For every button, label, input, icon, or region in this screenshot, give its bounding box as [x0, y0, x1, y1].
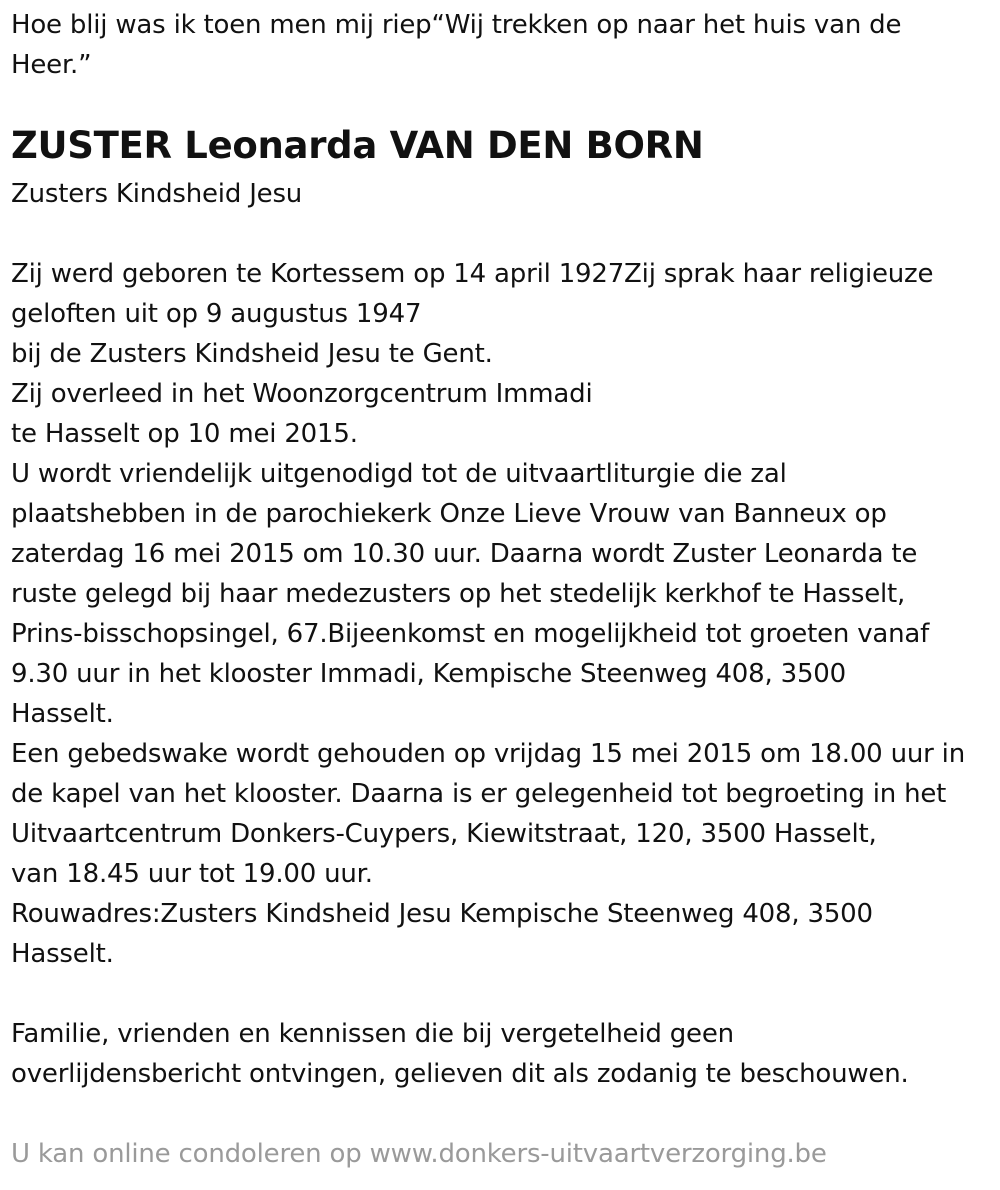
announcement-line-11: 9.30 uur in het klooster Immadi, Kempische Steenweg 408, 3500	[11, 659, 846, 689]
announcement-line-8: zaterdag 16 mei 2015 om 10.30 uur. Daarna wordt Zuster Leonarda te	[11, 539, 918, 569]
announcement-text	[11, 254, 965, 974]
opening-quote	[11, 5, 901, 85]
announcement-line-3: bij de Zusters Kindsheid Jesu te Gent.	[11, 339, 493, 369]
announcement-line-17: Rouwadres:Zusters Kindsheid Jesu Kempische Steenweg 408, 3500	[11, 899, 873, 929]
announcement-line-10: Prins-bisschopsingel, 67.Bijeenkomst en mogelijkheid tot groeten vanaf	[11, 619, 930, 649]
closing-line-1: Familie, vrienden en kennissen die bij vergetelheid geen	[11, 1019, 734, 1049]
announcement-line-9: ruste gelegd bij haar medezusters op het stedelijk kerkhof te Hasselt,	[11, 579, 906, 609]
announcement-line-1: Zij werd geboren te Kortessem op 14 april 1927Zij sprak haar religieuze	[11, 259, 934, 289]
announcement-line-7: plaatshebben in de parochiekerk Onze Lieve Vrouw van Banneux op	[11, 499, 887, 529]
announcement-line-13: Een gebedswake wordt gehouden op vrijdag 15 mei 2015 om 18.00 uur in	[11, 739, 965, 769]
announcement-line-12: Hasselt.	[11, 699, 114, 729]
announcement-line-4: Zij overleed in het Woonzorgcentrum Immadi	[11, 379, 593, 409]
closing-text	[11, 1014, 909, 1094]
announcement-line-14: de kapel van het klooster. Daarna is er gelegenheid tot begroeting in het	[11, 779, 947, 809]
online-condolence	[11, 1134, 827, 1174]
announcement-line-6: U wordt vriendelijk uitgenodigd tot de uitvaartliturgie die zal	[11, 459, 787, 489]
organization-block	[11, 174, 302, 214]
announcement-line-18: Hasselt.	[11, 939, 114, 969]
announcement-line-2: geloften uit op 9 augustus 1947	[11, 299, 422, 329]
online-condolence-text: U kan online condoleren op www.donkers-uitvaartverzorging.be	[11, 1139, 827, 1169]
organization-name: Zusters Kindsheid Jesu	[11, 179, 303, 209]
announcement-line-15: Uitvaartcentrum Donkers-Cuypers, Kiewitstraat, 120, 3500 Hasselt,	[11, 819, 877, 849]
quote-line-1: Hoe blij was ik toen men mij riep“Wij trekken op naar het huis van de	[11, 10, 902, 40]
quote-line-2: Heer.”	[11, 50, 92, 80]
deceased-name: ZUSTER Leonarda VAN DEN BORN	[11, 124, 704, 167]
announcement-line-16: van 18.45 uur tot 19.00 uur.	[11, 859, 373, 889]
announcement-line-5: te Hasselt op 10 mei 2015.	[11, 419, 358, 449]
closing-line-2: overlijdensbericht ontvingen, gelieven dit als zodanig te beschouwen.	[11, 1059, 909, 1089]
